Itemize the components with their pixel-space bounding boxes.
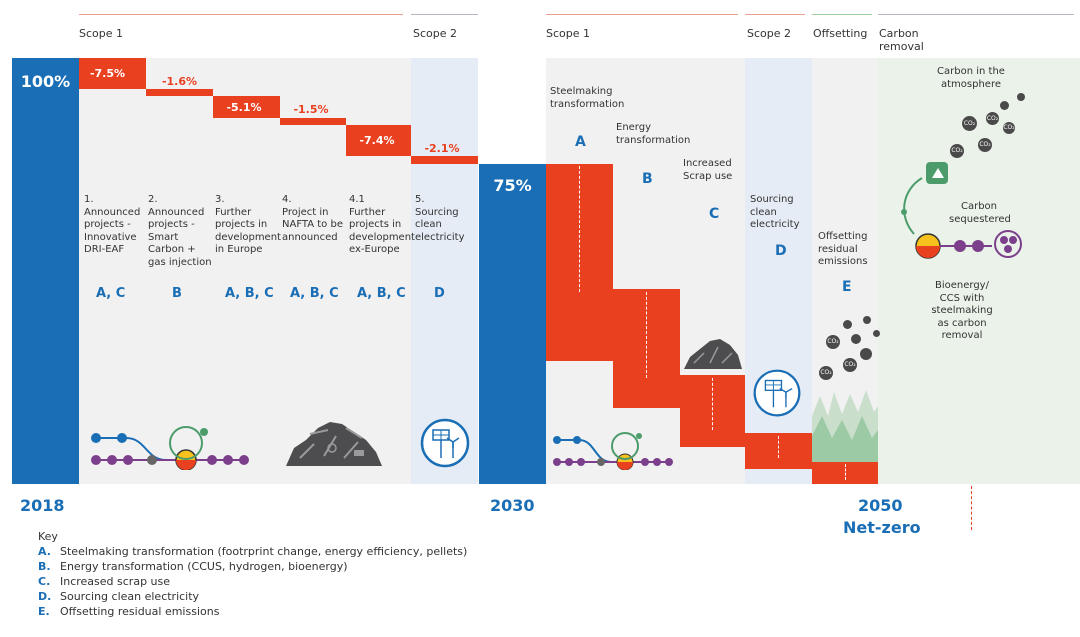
step-3-levers: A, B, C <box>225 286 274 301</box>
key-item-d <box>38 589 467 604</box>
step-2-levers: B <box>172 286 182 301</box>
scope-line-5 <box>812 14 872 15</box>
key-text: Steelmaking transformation (footrprint change, energy efficiency, pellets) <box>60 545 468 558</box>
lever-d-arrow <box>778 436 779 458</box>
co2-bubble <box>851 334 861 344</box>
co2-bubble <box>1000 101 1009 110</box>
co2-bubble: CO₂ <box>962 116 977 131</box>
step-4-levers: A, B, C <box>290 286 339 301</box>
key-text: Energy transformation (CCUS, hydrogen, bioenergy) <box>60 560 348 573</box>
net-zero-label: Net-zero <box>843 518 921 537</box>
lever-d-label: Sourcing clean electricity <box>750 194 800 230</box>
process-chain-icon <box>86 418 251 470</box>
bar-2030 <box>479 164 546 484</box>
lever-e-label: Offsetting residual emissions <box>818 231 868 267</box>
scrap-pile-icon <box>284 418 384 468</box>
key-letter: C. <box>38 575 51 588</box>
lever-b-arrow <box>646 292 647 378</box>
step-6-desc: 5. Sourcing clean electricity <box>415 194 465 243</box>
year-2018: 2018 <box>20 496 65 515</box>
lever-e-arrow <box>845 464 846 480</box>
step-5-levers: A, B, C <box>357 286 406 301</box>
scope-label-2: Scope 2 <box>413 27 458 40</box>
step-5-desc: 4.1 Further projects in development ex-Europe <box>349 194 415 255</box>
co2-bubble <box>843 320 852 329</box>
co2-bubble: CO₂ <box>819 366 833 380</box>
key-letter: A. <box>38 545 51 558</box>
year-2030: 2030 <box>490 496 535 515</box>
forest-icon <box>812 386 878 462</box>
key-text: Sourcing clean electricity <box>60 590 200 603</box>
lever-e-letter: E <box>842 279 852 295</box>
lever-c-label: Increased Scrap use <box>683 158 733 182</box>
scope-line-4 <box>745 14 805 15</box>
co2-bubble <box>863 316 871 324</box>
scope-label-6: Carbon removal <box>879 27 924 53</box>
step-3-desc: 3. Further projects in development in Europe <box>215 194 281 255</box>
scope-label-1: Scope 1 <box>79 27 124 40</box>
lever-a-label: Steelmaking transformation <box>550 86 625 110</box>
scope-label-5: Offsetting <box>813 27 868 40</box>
scope-label-3: Scope 1 <box>546 27 591 40</box>
step-4-value: -1.5% <box>293 103 329 116</box>
step-2-value: -1.6% <box>161 75 198 88</box>
step-2-desc: 2. Announced projects - Smart Carbon + gas injection <box>148 194 212 268</box>
co2-bubble: CO₂ <box>986 112 999 125</box>
sequestered-label: Carbon sequestered <box>949 201 1011 225</box>
co2-bubble: CO₂ <box>843 358 857 372</box>
scope-line-3 <box>546 14 738 15</box>
key-item-b <box>38 559 467 574</box>
key-text: Increased scrap use <box>60 575 171 588</box>
atmosphere-label: Carbon in the atmosphere <box>937 66 1005 90</box>
lever-a-letter: A <box>575 134 586 150</box>
co2-bubble: CO₂ <box>950 144 964 158</box>
scope-label-4: Scope 2 <box>747 27 792 40</box>
key-item-c <box>38 574 467 589</box>
lever-d-letter: D <box>775 243 787 259</box>
step-3-value: -5.1% <box>226 101 262 114</box>
bar-2030-value: 75% <box>493 176 532 195</box>
process-chain-small-icon <box>551 424 675 470</box>
bar-2018-value: 100% <box>20 72 71 91</box>
step-6-levers: D <box>434 286 445 301</box>
net-zero-arrow <box>971 486 972 530</box>
step-1-levers: A, C <box>96 286 126 301</box>
solar-wind-icon <box>417 418 473 468</box>
key-letter: D. <box>38 590 52 603</box>
step-5-value: -7.4% <box>359 134 395 147</box>
panel-carbon-removal <box>878 58 1080 484</box>
solar-wind-small-icon <box>752 368 802 418</box>
step-1-desc: 1. Announced projects - Innovative DRI-EAF <box>84 194 141 255</box>
lever-c-arrow <box>712 378 713 430</box>
bar-2018 <box>12 58 79 484</box>
lever-a-arrow <box>579 166 580 292</box>
key-letter: E. <box>38 605 50 618</box>
scope-line-1 <box>79 14 403 15</box>
key-letter: B. <box>38 560 51 573</box>
step-4-bar <box>280 118 346 125</box>
key-item-e <box>38 604 467 619</box>
scope-line-2 <box>411 14 478 15</box>
lever-b-letter: B <box>642 171 653 187</box>
co2-bubble: CO₂ <box>1003 122 1015 134</box>
co2-bubble <box>860 348 872 360</box>
lever-b-label: Energy transformation <box>616 122 691 146</box>
step-4-desc: 4. Project in NAFTA to be announced <box>282 194 343 243</box>
scope-line-6 <box>878 14 1074 15</box>
step-6-bar <box>411 156 478 164</box>
scrap-pile-small-icon <box>682 335 744 371</box>
key-title: Key <box>38 530 58 543</box>
key-list <box>38 544 467 619</box>
panel-scope2-2050 <box>745 58 812 484</box>
co2-bubble: CO₂ <box>978 138 992 152</box>
step-6-value: -2.1% <box>424 142 460 155</box>
lever-c-letter: C <box>709 206 720 222</box>
year-2050: 2050 <box>858 496 903 515</box>
step-2-bar <box>146 89 213 96</box>
bioenergy-label: Bioenergy/ CCS with steelmaking as carbon removal <box>931 280 993 341</box>
key-text: Offsetting residual emissions <box>60 605 220 618</box>
key-item-a <box>38 544 467 559</box>
step-1-value: -7.5% <box>89 67 126 80</box>
co2-bubble: CO₂ <box>826 335 840 349</box>
co2-bubble <box>1017 93 1025 101</box>
co2-bubble <box>873 330 880 337</box>
